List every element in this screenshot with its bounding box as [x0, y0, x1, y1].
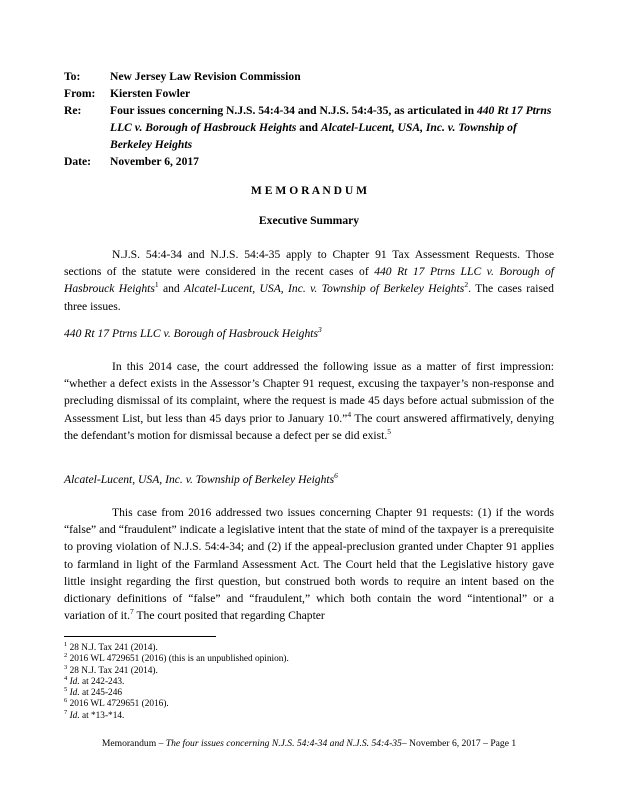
footnote-number: 6: [64, 697, 68, 705]
footnote-ref-2: 2: [464, 280, 469, 290]
date-value: November 6, 2017: [110, 155, 199, 168]
footnote-number: 2: [64, 652, 68, 660]
date-label: Date:: [64, 155, 92, 168]
executive-summary-heading: Executive Summary: [258, 214, 360, 227]
footnote-5: [64, 688, 289, 699]
summary-text-3: . The cases raised three issues.: [64, 282, 554, 313]
summary-paragraph: [64, 246, 554, 315]
from-value: Kiersten Fowler: [110, 87, 191, 100]
footnote-number: 5: [64, 686, 68, 694]
footnote-text: at *13-*14.: [79, 710, 125, 721]
section-2-heading: [64, 473, 338, 486]
re-case-1: 440 Rt 17 Ptrns LLC v. Borough of Hasbrouck Heights: [110, 104, 552, 134]
section-2-text-1: This case from 2016 addressed two issues concerning Chapter 91 requests: (1) if the words “false” and “fraudulent” indicate a legislative intent that the state of mind of the taxpayer is a prerequisite to proving violation of N.J.S. 54:4-34; and (2) if the appeal-preclusion granted under Chapter 91 applies to farmland in light of the Farmland Assessment Act. The Court held that the Legislative history gave little insight regarding the first question, but construed both words to require an intent based on the dictionary definitions of “false” and “fraudulent,” which both contain the word “intentional” or a variation of it.: [64, 506, 554, 623]
to-value: New Jersey Law Revision Commission: [110, 70, 301, 83]
footnote-number: 1: [64, 640, 68, 648]
footnote-ref-4: 4: [347, 409, 352, 419]
footnote-ref-1: 1: [154, 280, 159, 290]
footnote-id: Id.: [69, 676, 80, 687]
date-line: [64, 153, 564, 170]
footnote-text: at 245-246: [79, 688, 123, 699]
footnotes-list: [64, 640, 289, 722]
section-1-heading-text: 440 Rt 17 Ptrns LLC v. Borough of Hasbrouck Heights: [64, 327, 318, 340]
section-2-paragraph: [64, 504, 554, 624]
summary-case-1: 440 Rt 17 Ptrns LLC v. Borough of Hasbrouck Heights: [64, 265, 554, 296]
footnote-ref-6: 6: [334, 471, 338, 481]
section-1-paragraph: [64, 358, 554, 444]
page-footer: [0, 738, 618, 749]
re-and: and: [296, 121, 321, 134]
re-subject-text: Four issues concerning N.J.S. 54:4-34 and N.J.S. 54:4-35, as articulated in: [110, 104, 477, 117]
summary-text-1: N.J.S. 54:4-34 and N.J.S. 54:4-35 apply to Chapter 91 Tax Assessment Requests. Those sections of the statute were considered in the recent cases of: [64, 248, 554, 279]
re-label: Re:: [64, 104, 82, 117]
footer-title: The four issues concerning N.J.S. 54:4-34 and N.J.S. 54:4-35: [165, 738, 402, 749]
footnote-number: 4: [64, 674, 68, 682]
footnote-ref-5: 5: [387, 426, 391, 436]
section-1-text-2: The court answered affirmatively, denying the defendant’s motion for dismissal because a defect per se did exist.: [64, 411, 554, 442]
footnote-ref-7: 7: [130, 607, 134, 617]
to-line: [64, 68, 564, 85]
to-label: To:: [64, 70, 81, 83]
section-2-text-2: The court posited that regarding Chapter: [133, 609, 325, 623]
footnote-ref-3: 3: [318, 325, 322, 335]
footnote-text: 28 N.J. Tax 241 (2014).: [69, 665, 158, 676]
footnote-text: 28 N.J. Tax 241 (2014).: [69, 643, 158, 653]
footnote-number: 3: [64, 663, 68, 671]
memo-title: M E M O R A N D U M: [250, 184, 368, 197]
re-line: [64, 102, 564, 153]
footnote-id: Id.: [69, 710, 80, 721]
section-1-text-1: In this 2014 case, the court addressed the following issue as a matter of first impression: “whether a defect exists in the Assessor’s Chapter 91 request, excusing the taxpayer’s non-response and precluding dismissal of its complaint, where the request is made 45 days before actual submission of the Assessment List, but less than 45 days prior to January 10.”: [64, 360, 554, 425]
section-2-heading-text: Alcatel-Lucent, USA, Inc. v. Township of Berkeley Heights: [64, 473, 335, 486]
footnote-id: Id.: [69, 688, 80, 699]
footnote-1: [64, 640, 289, 654]
re-case-2: Alcatel-Lucent, USA, Inc. v. Township of Berkeley Heights: [110, 121, 517, 151]
footnote-text: 2016 WL 4729651 (2016).: [69, 699, 169, 710]
footnote-separator: [64, 636, 216, 637]
footer-prefix: Memorandum –: [101, 738, 166, 749]
footnote-6: [64, 699, 289, 710]
footnote-number: 7: [64, 708, 68, 716]
footnote-2: [64, 654, 289, 665]
footnote-text: at 242-243.: [79, 676, 125, 687]
summary-text-2: and: [158, 282, 185, 296]
footer-suffix: – November 6, 2017 – Page 1: [401, 738, 517, 749]
footnote-7: [64, 708, 289, 722]
from-label: From:: [64, 87, 96, 100]
from-line: [64, 85, 564, 102]
footnote-text: 2016 WL 4729651 (2016) (this is an unpublished opinion).: [69, 654, 289, 665]
footnote-3: [64, 663, 289, 677]
section-1-heading: [64, 327, 322, 340]
summary-case-2: Alcatel-Lucent, USA, Inc. v. Township of Berkeley Heights: [184, 282, 465, 296]
footnote-4: [64, 674, 289, 688]
re-subject: [110, 102, 560, 153]
